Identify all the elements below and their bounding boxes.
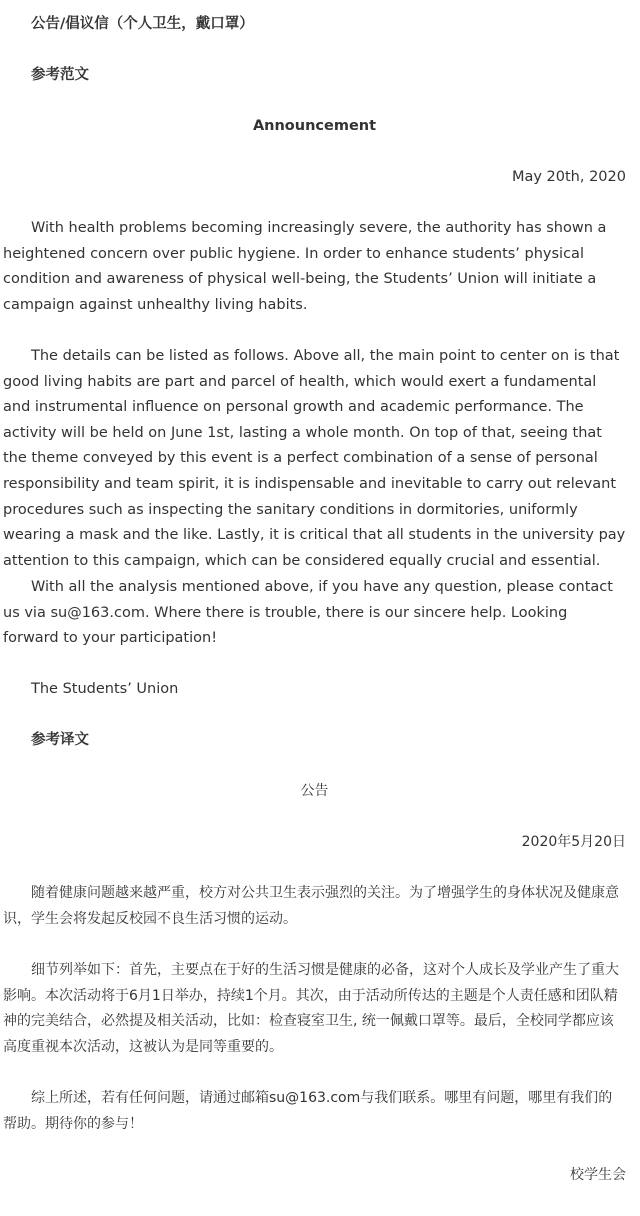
english-paragraph: With all the analysis mentioned above, if you have any question, please contact us via su@163.com. Where there is trouble, there is our sincere help. Looking forward to your participation! <box>3 579 613 647</box>
chinese-paragraph: 综上所述，若有任何问题，请通过邮箱su@163.com与我们联系。哪里有问题，哪里有我们的帮助。期待你的参与！ <box>3 1090 613 1132</box>
chinese-title: 公告 <box>300 783 329 799</box>
article-heading: 公告/倡议信（个人卫生，戴口罩） <box>31 16 254 32</box>
translation-label: 参考译文 <box>31 732 89 748</box>
chinese-date: 2020年5月20日 <box>521 834 626 850</box>
english-date: May 20th, 2020 <box>511 169 626 185</box>
english-paragraph: The details can be listed as follows. Above all, the main point to center on is that good living habits are part and parcel of health, which would exert a fundamental and instrumental influence on personal growth and academic performance. The activity will be held on June 1st, lasting a whole month. On top of that, seeing that the theme conveyed by this event is a perfect combination of a sense of personal responsibility and team spirit, it is indispensable and inevitable to carry out relevant procedures such as inspecting the sanitary conditions in dormitories, uniformly wearing a mask and the like. Lastly, it is critical that all students in the university pay attention to this campaign, which can be considered equally crucial and essential. <box>3 348 626 569</box>
chinese-paragraph: 随着健康问题越来越严重，校方对公共卫生表示强烈的关注。为了增强学生的身体状况及健康意识，学生会将发起反校园不良生活习惯的运动。 <box>3 885 619 927</box>
english-title: Announcement <box>252 118 377 134</box>
english-signature: The Students’ Union <box>31 681 179 697</box>
english-paragraph: With health problems becoming increasingly severe, the authority has shown a heightened concern over public hygiene. In order to enhance students’ physical condition and awareness of physical well-being, the Students’ Union will initiate a campaign against unhealthy living habits. <box>3 220 607 313</box>
sample-label: 参考范文 <box>31 67 89 83</box>
chinese-paragraph: 细节列举如下：首先，主要点在于好的生活习惯是健康的必备，这对个人成长及学业产生了重大影响。本次活动将于6月1日举办，持续1个月。其次，由于活动所传达的主题是个人责任感和团队精神的完美结合，必然提及相关活动，比如：检查寝室卫生, 统一佩戴口罩等。最后，全校同学都应该高度重视本次活动，这被认为是同等重要的。 <box>3 962 619 1055</box>
chinese-signature: 校学生会 <box>570 1167 626 1183</box>
